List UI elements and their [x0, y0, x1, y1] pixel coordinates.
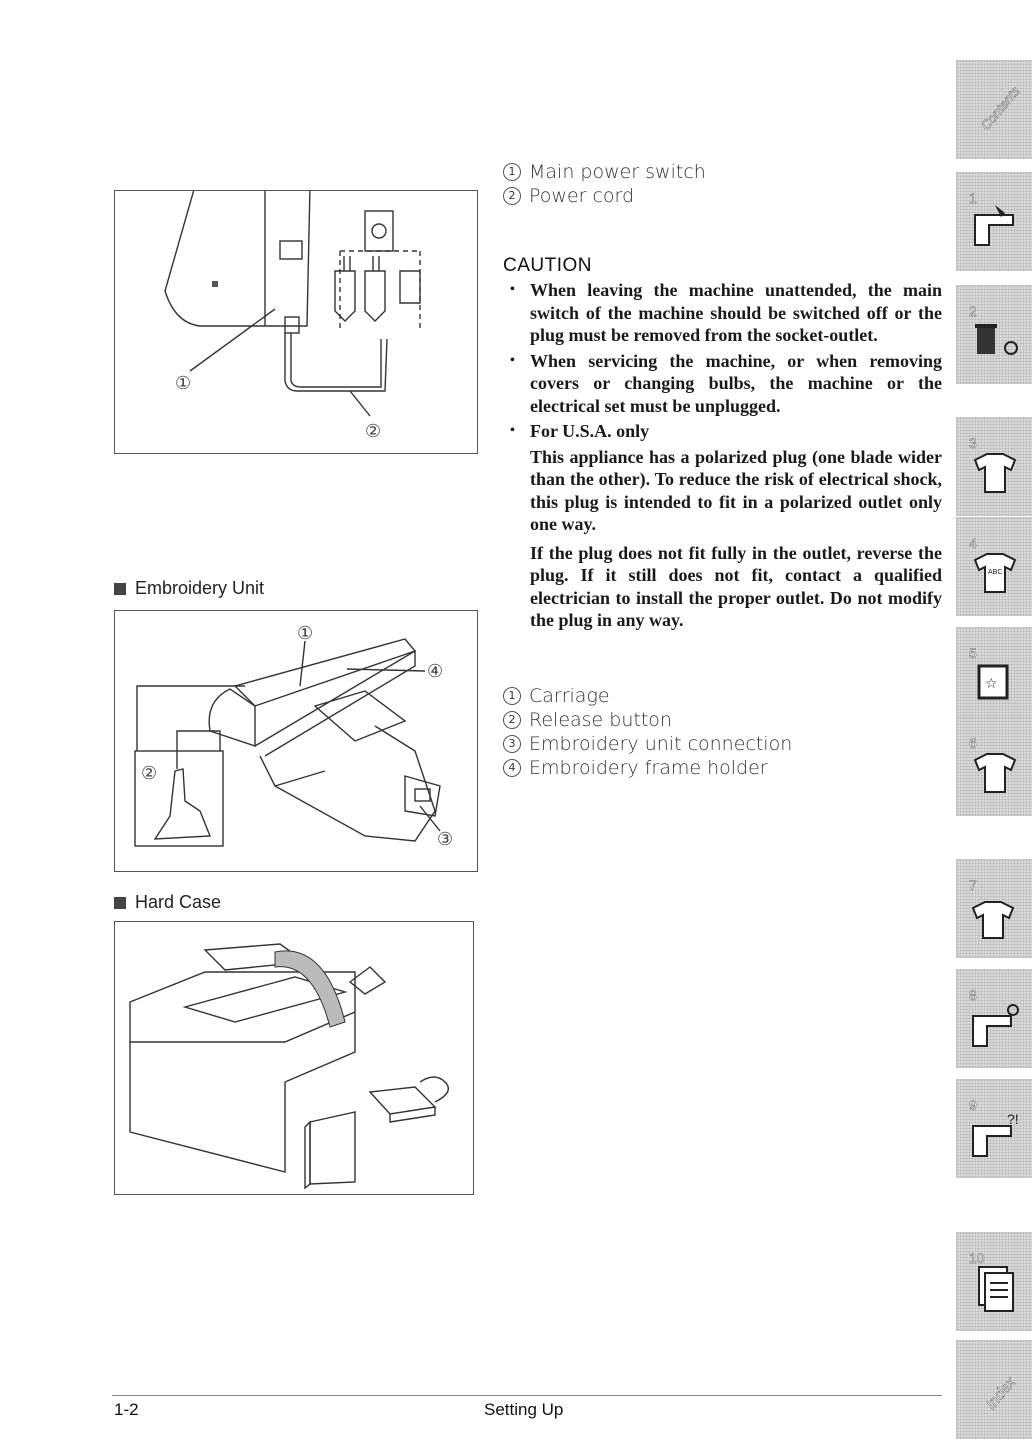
tab-contents[interactable]: [956, 60, 1032, 159]
tab-chapter-2[interactable]: [956, 285, 1032, 384]
callout-2: ②: [141, 763, 158, 784]
svg-text:?!: ?!: [1007, 1111, 1019, 1127]
legend-item: [503, 160, 706, 184]
callout-1: ①: [297, 623, 314, 644]
embroidery-unit-figure: [114, 610, 478, 872]
svg-text:ABC: ABC: [988, 569, 1003, 576]
legend-item: [503, 756, 792, 780]
caution-item: • When servicing the machine, or when removing covers or changing bulbs, the machine or the electrical set must be unplugged.: [510, 350, 942, 418]
svg-text:6: 6: [969, 735, 977, 751]
svg-text:4: 4: [969, 535, 977, 551]
tab-chapter-5[interactable]: [956, 627, 1032, 726]
tab-chapter-1[interactable]: [956, 172, 1032, 271]
hard-case-figure: [114, 921, 474, 1195]
svg-text:☆: ☆: [985, 675, 998, 691]
tab-chapter-7[interactable]: [956, 859, 1032, 958]
contents-tab-icon: [965, 73, 1025, 145]
caution-title: CAUTION: [503, 255, 592, 276]
shirt-tab-icon: [965, 430, 1025, 502]
footer-section-title: Setting Up: [484, 1400, 564, 1419]
legend-text: Embroidery unit connection: [529, 733, 793, 755]
callout-4: ④: [427, 661, 444, 682]
legend-number: 2: [503, 187, 521, 205]
tab-chapter-8[interactable]: [956, 969, 1032, 1068]
sewing-machine-tab-icon: [965, 185, 1025, 257]
shirt-hanger-tab-icon: [965, 872, 1025, 944]
heading-bullet-icon: [114, 897, 126, 909]
embroidery-unit-legend: [503, 684, 792, 780]
legend-number: 1: [503, 163, 521, 181]
thread-spools-tab-icon: [965, 298, 1025, 370]
caution-item: • For U.S.A. only: [510, 420, 942, 443]
chapter-tabs: [956, 0, 1032, 1456]
index-tab-icon: [965, 1353, 1025, 1425]
documents-tab-icon: [965, 1245, 1025, 1317]
tab-chapter-9[interactable]: [956, 1079, 1032, 1178]
tab-chapter-6[interactable]: [956, 717, 1032, 816]
callout-1: ①: [175, 373, 192, 394]
legend-text: Release button: [529, 709, 672, 731]
legend-item: [503, 684, 792, 708]
caution-paragraph: If the plug does not fit fully in the outlet, reverse the plug. If it still does not fit, contact a qualified electrician to install the proper outlet. Do not modify the plug in any way.: [530, 542, 942, 630]
legend-item: [503, 708, 792, 732]
caution-paragraph: This appliance has a polarized plug (one blade wider than the other). To reduce the risk of electrical shock, this plug is intended to fit in a polarized outlet only one way.: [530, 446, 942, 534]
maintenance-tab-icon: [965, 982, 1025, 1054]
svg-text:10: 10: [969, 1250, 985, 1266]
power-legend: [503, 160, 706, 208]
svg-text:Contents: Contents: [977, 83, 1023, 133]
tab-index[interactable]: [956, 1340, 1032, 1439]
abc-shirt-tab-icon: [965, 530, 1025, 602]
svg-text:1: 1: [969, 190, 977, 206]
svg-text:8: 8: [969, 987, 977, 1003]
svg-text:2: 2: [969, 303, 977, 319]
legend-number: 2: [503, 711, 521, 729]
svg-text:Index: Index: [982, 1374, 1020, 1414]
heading-bullet-icon: [114, 583, 126, 595]
legend-item: [503, 732, 792, 756]
tab-chapter-4[interactable]: [956, 517, 1032, 616]
caution-block: [510, 279, 942, 638]
legend-item: [503, 184, 706, 208]
embroidery-frame-tab-icon: [965, 640, 1025, 712]
legend-text: Main power switch: [529, 161, 706, 183]
shirt-embroidery-tab-icon: [965, 730, 1025, 802]
caution-item: • When leaving the machine unattended, the main switch of the machine should be switched off or the plug must be removed from the socket-outlet.: [510, 279, 942, 347]
page-number: 1-2: [114, 1400, 139, 1419]
svg-text:9: 9: [969, 1097, 977, 1113]
legend-text: Embroidery frame holder: [529, 757, 768, 779]
troubleshooting-tab-icon: [965, 1092, 1025, 1164]
svg-text:5: 5: [969, 645, 977, 661]
callout-3: ③: [437, 829, 454, 850]
power-connection-figure: [114, 190, 478, 454]
tab-chapter-3[interactable]: [956, 417, 1032, 516]
tab-chapter-10[interactable]: [956, 1232, 1032, 1331]
hard-case-heading: Hard Case: [114, 892, 221, 913]
svg-text:3: 3: [969, 435, 977, 451]
svg-text:7: 7: [969, 877, 977, 893]
callout-2: ②: [365, 421, 382, 442]
legend-number: 1: [503, 687, 521, 705]
legend-text: Carriage: [529, 685, 610, 707]
legend-number: 4: [503, 759, 521, 777]
legend-text: Power cord: [529, 185, 635, 207]
embroidery-unit-heading: Embroidery Unit: [114, 578, 264, 599]
footer-rule: [112, 1395, 942, 1396]
legend-number: 3: [503, 735, 521, 753]
